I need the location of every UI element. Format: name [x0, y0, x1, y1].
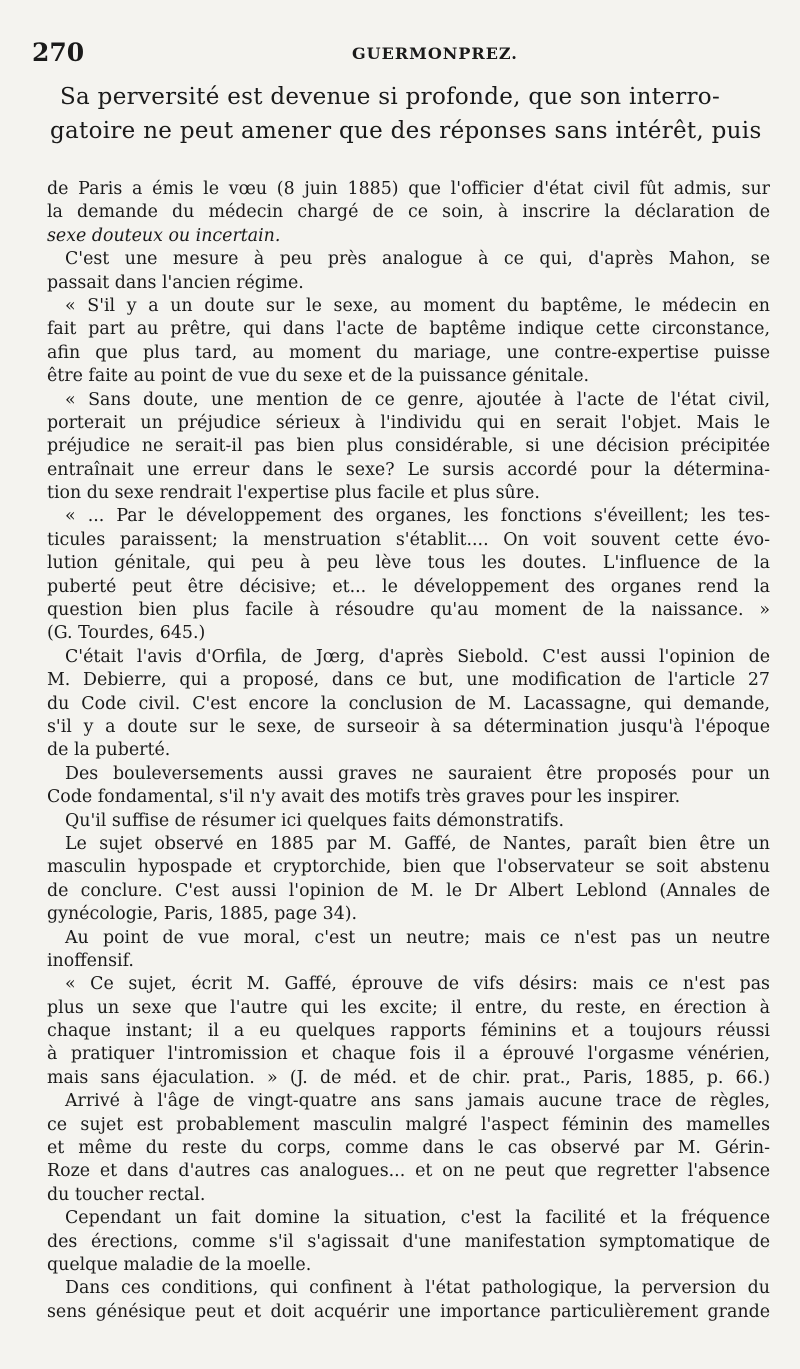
- text-line: Arrivé à l'âge de vingt-quatre ans sans jamais aucune trace de règles,: [65, 1091, 770, 1112]
- text-line: gynécologie, Paris, 1885, page 34).: [47, 904, 358, 925]
- text-line: « Ce sujet, écrit M. Gaffé, éprouve de vifs désirs: mais ce n'est pas: [65, 974, 770, 995]
- text-line: Cependant un fait domine la situation, c'est la facilité et la fréquence: [65, 1208, 770, 1229]
- text-line: à pratiquer l'intromission et chaque fois il a éprouvé l'orgasme vénérien,: [47, 1044, 770, 1065]
- text-line: ticules paraissent; la menstruation s'établit.... On voit souvent cette évo-: [47, 529, 770, 550]
- text-line: C'est une mesure à peu près analogue à ce qui, d'après Mahon, se: [65, 249, 770, 270]
- text-line: lution génitale, qui peu à peu lève tous les doutes. L'influence de la: [47, 553, 770, 574]
- text-line: Au point de vue moral, c'est un neutre; mais ce n'est pas un neutre: [65, 927, 770, 948]
- running-head: GUERMONPREZ.: [352, 44, 518, 63]
- text-line: et même du reste du corps, comme dans le cas observé par M. Gérin-: [47, 1138, 770, 1159]
- text-line: « ... Par le développement des organes, les fonctions s'éveillent; les tes-: [65, 506, 770, 527]
- text-line: afin que plus tard, au moment du mariage, une contre-expertise puisse: [47, 342, 770, 363]
- text-line: du Code civil. C'est encore la conclusion de M. Lacassagne, qui demande,: [47, 693, 770, 714]
- text-line: masculin hypospade et cryptorchide, bien que l'observateur se soit abstenu: [47, 857, 770, 878]
- text-line: quelque maladie de la moelle.: [47, 1254, 312, 1275]
- text-line: sens génésique peut et doit acquérir une importance particulièrement grande: [47, 1301, 770, 1322]
- text-line: entraînait une erreur dans le sexe? Le sursis accordé pour la détermina-: [47, 459, 770, 480]
- text-line: des érections, comme s'il s'agissait d'une manifestation symptomatique de: [47, 1231, 770, 1252]
- text-line: plus un sexe que l'autre qui les excite; il entre, du reste, en érection à: [47, 997, 770, 1018]
- text-line: puberté peut être décisive; et... le développement des organes rend la: [47, 576, 770, 597]
- text-line: mais sans éjaculation. » (J. de méd. et de chir. prat., Paris, 1885, p. 66.): [47, 1067, 770, 1088]
- lead-line: Sa perversité est devenue si profonde, que son interro-: [60, 84, 721, 110]
- text-line: Qu'il suffise de résumer ici quelques faits démonstratifs.: [65, 810, 565, 831]
- body-text: [47, 178, 770, 1324]
- text-line: du toucher rectal.: [47, 1184, 206, 1205]
- text-line: de la puberté.: [47, 740, 171, 761]
- text-line: C'était l'avis d'Orfila, de Jœrg, d'après Siebold. C'est aussi l'opinion de: [65, 646, 770, 667]
- page-header: [30, 34, 770, 70]
- lead-line: gatoire ne peut amener que des réponses sans intérêt, puis: [50, 118, 762, 144]
- text-line: Code fondamental, s'il n'y avait des motifs très graves pour les inspirer.: [47, 787, 681, 808]
- text-line: s'il y a doute sur le sexe, de surseoir à sa détermination jusqu'à l'époque: [47, 716, 770, 737]
- text-line: M. Debierre, qui a proposé, dans ce but, une modification de l'article 27: [47, 670, 770, 691]
- text-line: de Paris a émis le vœu (8 juin 1885) que l'officier d'état civil fût admis, sur: [47, 179, 770, 199]
- text-line: Des bouleversements aussi graves ne sauraient être proposés pour un: [65, 763, 770, 784]
- text-line: sexe douteux ou incertain.: [47, 225, 281, 246]
- text-line: chaque instant; il a eu quelques rapports féminins et a toujours réussi: [47, 1021, 770, 1042]
- text-line: inoffensif.: [47, 950, 134, 971]
- text-line: Le sujet observé en 1885 par M. Gaffé, de Nantes, paraît bien être un: [65, 833, 770, 854]
- text-line: être faite au point de vue du sexe et de la puissance génitale.: [47, 366, 590, 387]
- text-line: « S'il y a un doute sur le sexe, au moment du baptême, le médecin en: [65, 295, 770, 316]
- text-line: de conclure. C'est aussi l'opinion de M. le Dr Albert Leblond (Annales de: [47, 880, 770, 901]
- text-line: préjudice ne serait-il pas bien plus considérable, si une décision précipitée: [47, 436, 770, 457]
- text-line: Dans ces conditions, qui confinent à l'état pathologique, la perversion du: [65, 1278, 770, 1299]
- text-line: (G. Tourdes, 645.): [47, 623, 206, 644]
- lead-paragraph: [50, 80, 772, 148]
- text-line: porterait un préjudice sérieux à l'individu qui en serait l'objet. Mais le: [47, 412, 770, 433]
- text-line: Roze et dans d'autres cas analogues... et on ne peut que regretter l'absence: [47, 1161, 770, 1182]
- text-line: question bien plus facile à résoudre qu'au moment de la naissance. »: [47, 600, 770, 621]
- text-line: ce sujet est probablement masculin malgré l'aspect féminin des mamelles: [47, 1114, 770, 1135]
- text-line: fait part au prêtre, qui dans l'acte de baptême indique cette circonstance,: [47, 319, 770, 340]
- page-number: 270: [32, 38, 85, 67]
- text-line: la demande du médecin chargé de ce soin, à inscrire la déclaration de: [47, 202, 770, 223]
- text-line: « Sans doute, une mention de ce genre, ajoutée à l'acte de l'état civil,: [65, 389, 770, 410]
- text-line: passait dans l'ancien régime.: [47, 272, 304, 293]
- text-line: tion du sexe rendrait l'expertise plus facile et plus sûre.: [47, 483, 540, 504]
